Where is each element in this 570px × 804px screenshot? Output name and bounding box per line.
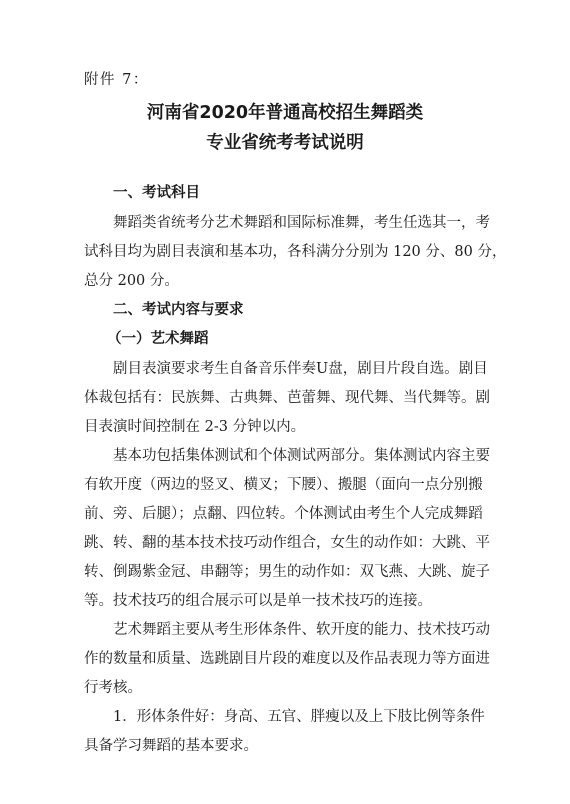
section-heading-exam-content: 二、考试内容与要求	[113, 302, 244, 318]
paragraph-line: 舞蹈类省统考分艺术舞蹈和国际标准舞，考生任选其一，考	[113, 215, 490, 231]
section-heading-exam-subjects: 一、考试科目	[113, 185, 200, 201]
paragraph-line: 1．形体条件好：身高、五官、胖瘦以及上下肢比例等条件	[113, 709, 485, 725]
paragraph-line: 艺术舞蹈主要从考生形体条件、软开度的能力、技术技巧动	[113, 622, 490, 638]
subsection-heading-art-dance: （一）艺术舞蹈	[107, 331, 209, 347]
paragraph-line: 等。技术技巧的组合展示可以是单一技术技巧的连接。	[84, 593, 432, 609]
document-title-line-1: 河南省2020年普通高校招生舞蹈类	[146, 103, 424, 123]
paragraph-line: 转、倒踢紫金冠、串翻等；男生的动作如：双飞燕、大跳、旋子	[84, 564, 490, 580]
paragraph-line: 试科目均为剧目表演和基本功，各科满分分别为 120 分、80 分，	[84, 244, 507, 260]
paragraph-line: 目表演时间控制在 2-3 分钟以内。	[84, 419, 306, 435]
paragraph-line: 体裁包括有：民族舞、古典舞、芭蕾舞、现代舞、当代舞等。剧	[84, 390, 490, 406]
paragraph-line: 行考核。	[84, 680, 142, 696]
document-title-line-2: 专业省统考考试说明	[206, 133, 364, 153]
paragraph-line: 有软开度（两边的竖叉、横叉；下腰）、搬腿（面向一点分别搬	[84, 477, 483, 493]
paragraph-line: 剧目表演要求考生自备音乐伴奏U盘，剧目片段自选。剧目	[113, 361, 488, 377]
paragraph-line: 跳、转、翻的基本技术技巧动作组合，女生的动作如：大跳、平	[84, 535, 490, 551]
paragraph-line: 作的数量和质量、选跳剧目片段的难度以及作品表现力等方面进	[84, 651, 490, 667]
paragraph-line: 总分 200 分。	[84, 273, 179, 289]
paragraph-line: 具备学习舞蹈的基本要求。	[84, 738, 258, 754]
paragraph-line: 基本功包括集体测试和个体测试两部分。集体测试内容主要	[113, 448, 490, 464]
attachment-label: 附件 7：	[84, 72, 149, 88]
paragraph-line: 前、旁、后腿）；点翻、四位转。个体测试由考生个人完成舞蹈	[84, 506, 483, 522]
